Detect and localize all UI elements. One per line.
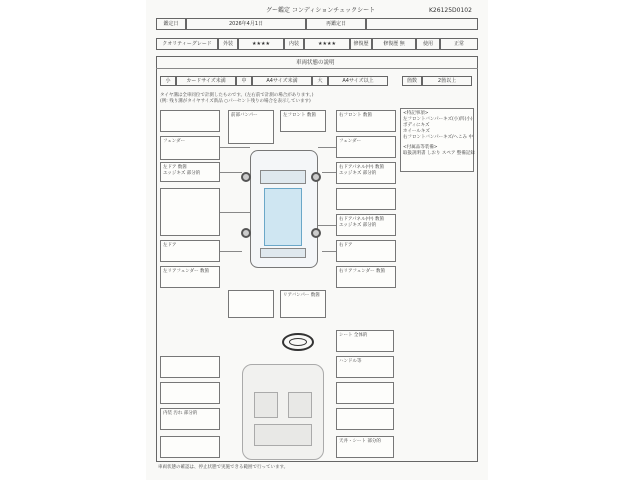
leader-line [318, 147, 336, 148]
left-rear-box: 左ドア [160, 240, 220, 262]
quality-grade-label: クオリティーグレード [156, 38, 218, 50]
odometer-value: 正常 [440, 38, 478, 50]
leader-line [220, 147, 250, 148]
doc-number: K26125D0102 [429, 7, 472, 14]
leader-line [220, 212, 250, 213]
sheet-title: グー鑑定 コンディションチェックシート [266, 7, 376, 14]
rear-right-wheel [311, 228, 321, 238]
reinspection-value [366, 18, 478, 30]
interior-seat-left [254, 392, 278, 418]
notes-line-3: ホイールキズ [403, 129, 430, 134]
reinspection-label: 再鑑定日 [306, 18, 366, 30]
interior-rear-seat [254, 424, 312, 446]
front-right-wheel [311, 172, 321, 182]
notes-line-2: ボディにキズ [403, 123, 430, 128]
size-large-mark: 大 [312, 76, 328, 86]
size-small-desc: カードサイズ未満 [176, 76, 236, 86]
repair-history-value: 修復歴 無 [372, 38, 416, 50]
right-rear-box: 右ドア [336, 240, 396, 262]
front-bumper-box: 前部バンパー [228, 110, 274, 144]
right-side-box-b [336, 188, 396, 210]
size-large-desc: A4サイズ以上 [328, 76, 388, 86]
notes-line-5: 取扱説明書 しおり スペア 整備記録 [403, 151, 475, 156]
rear-left-box [228, 290, 274, 318]
left-quarter-box: 左リアフェンダー 数箇 [160, 266, 220, 288]
legend-note-2: (例: 残り溝がタイヤサイズ新品 ○パーセント残りの場合を表示しています) [160, 99, 311, 104]
car-windshield [260, 170, 306, 184]
count-label: 箇数 [402, 76, 422, 86]
leader-line [220, 251, 242, 252]
notes-heading: <特記事項> [403, 111, 429, 116]
section-title: 車両状態の説明 [296, 60, 335, 66]
exterior-value: ★★★★ [238, 38, 284, 50]
interior-left-box-a [160, 356, 220, 378]
notes-heading-2: <付属品等装備> [403, 145, 438, 150]
right-mid-box: 右ドアパネル(中) 数箇 エッジキズ 部分的 [336, 214, 396, 236]
condition-check-sheet [146, 0, 488, 480]
interior-right-box-e: 天井・シート 部分的 [336, 436, 394, 458]
interior-right-box-b: ハンドル等 [336, 356, 394, 378]
interior-left-box-c: 内装 汚れ 部分的 [160, 408, 220, 430]
repair-history-label: 修復歴 [350, 38, 372, 50]
left-side-box-a: フェンダー [160, 136, 220, 160]
size-medium-mark: 中 [236, 76, 252, 86]
right-fender-box: フェンダー [336, 136, 396, 158]
front-left-upper-box [160, 110, 220, 132]
footer-note: 車両状態の確認は、停止状態で実施できる範囲で行っています。 [158, 465, 289, 470]
size-small-mark: 小 [160, 76, 176, 86]
right-quarter-box: 右リアフェンダー 数箇 [336, 266, 396, 288]
front-left-wheel [241, 172, 251, 182]
right-side-box-a: 右ドアパネル(中) 数箇 エッジキズ 部分的 [336, 162, 396, 184]
car-rear-window [260, 248, 306, 258]
inspection-date-label: 鑑定日 [156, 18, 186, 30]
left-side-box-c [160, 188, 220, 236]
left-side-box-b: 左ドア 数箇 エッジキズ 部分的 [160, 162, 220, 182]
interior-left-box-b [160, 382, 220, 404]
interior-right-box-d [336, 408, 394, 430]
count-value: 2箇以上 [422, 76, 472, 86]
interior-right-box-a: シート 全体的 [336, 330, 394, 352]
interior-value: ★★★★ [304, 38, 350, 50]
notes-line-4: 右フロントバンパーキズ/へこみ 中 [403, 135, 473, 140]
front-right-door-box: 左フロント 数箇 [280, 110, 326, 132]
leader-line [322, 251, 336, 252]
odometer-label: 使用 [416, 38, 440, 50]
size-medium-desc: A4サイズ未満 [252, 76, 312, 86]
interior-right-box-c [336, 382, 394, 404]
notes-panel [400, 108, 474, 172]
right-front-box: 右フロント 数箇 [336, 110, 396, 132]
inspection-date-value: 2026年4月1日 [186, 18, 306, 30]
leader-line [318, 225, 336, 226]
interior-seat-right [288, 392, 312, 418]
steering-wheel-hub [289, 338, 307, 346]
exterior-label: 外装 [218, 38, 238, 50]
interior-label: 内装 [284, 38, 304, 50]
interior-left-box-d [160, 436, 220, 458]
rear-bumper-box: リアバンパー 数箇 [280, 290, 326, 318]
leader-line [220, 172, 242, 173]
leader-line [322, 172, 336, 173]
legend-note-1: タイヤ溝は全車同位で計測したものです。(左右前で計測の場合があります。) [160, 93, 314, 98]
notes-line-1: 左フロントバンパーキズ(小)凹(小) [403, 117, 473, 122]
section-divider [156, 68, 478, 69]
car-roof [264, 188, 302, 246]
rear-left-wheel [241, 228, 251, 238]
